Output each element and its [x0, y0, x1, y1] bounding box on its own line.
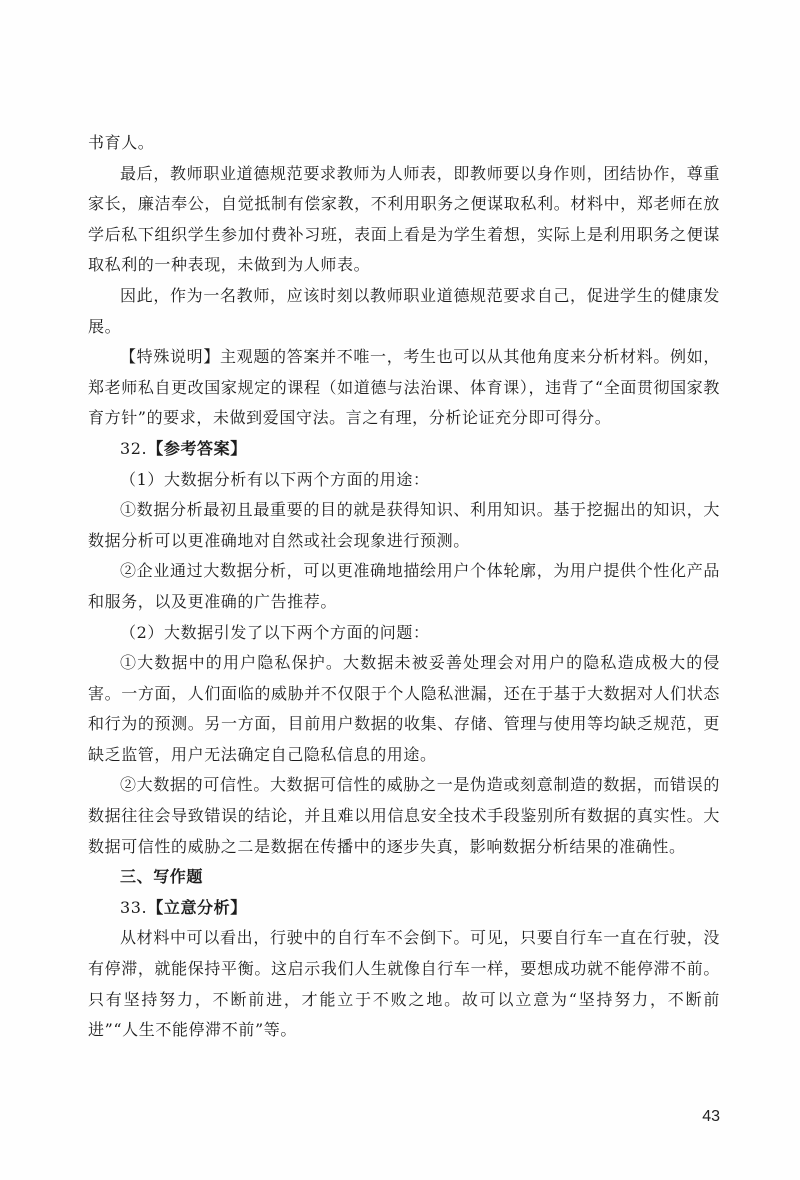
- q33-heading: [88, 893, 720, 924]
- q32-item: ②企业通过大数据分析，可以更准确地描绘用户个体轮廓，为用户提供个性化产品和服务，以及更准确的广告推荐。: [88, 561, 720, 611]
- page-number: 43: [702, 1108, 720, 1125]
- special-note: [88, 342, 720, 434]
- paragraph-continuation: 书育人。: [88, 133, 155, 152]
- q32-item: （2）大数据引发了以下两个方面的问题：: [120, 622, 430, 642]
- body-text: [88, 128, 720, 1046]
- q32-label: 【参考答案】: [147, 438, 247, 458]
- q33-label: 【立意分析】: [147, 897, 247, 917]
- paragraph-teacher-ethics: 最后，教师职业道德规范要求教师为人师表，即教师要以身作则，团结协作，尊重家长，廉洁奉公，自觉抵制有偿家教，不利用职务之便谋取私利。材料中，郑老师在放学后私下组织学生参加付费补习班，表面上看是为学生着想，实际上是利用职务之便谋取私利的一种表现，未做到为人师表。: [88, 163, 720, 275]
- q32-item: ①大数据中的用户隐私保护。大数据未被妥善处理会对用户的隐私造成极大的侵害。一方面，人们面临的威胁并不仅限于个人隐私泄漏，还在于基于大数据对人们状态和行为的预测。另一方面，目前用户数据的收集、存储、管理与使用等均缺乏规范，更缺乏监管，用户无法确定自己隐私信息的用途。: [88, 653, 720, 764]
- q32-item: ②大数据的可信性。大数据可信性的威胁之一是伪造或刻意制造的数据，而错误的数据往往会导致错误的结论，并且难以用信息安全技术手段鉴别所有数据的真实性。大数据可信性的威胁之二是数据在传播中的逐步失真，影响数据分析结果的准确性。: [88, 775, 720, 856]
- q32-number: 32.: [120, 438, 148, 458]
- special-note-text: 主观题的答案并不唯一，考生也可以从其他角度来分析材料。例如，郑老师私自更改国家规定的课程（如道德与法治课、体育课），违背了“全面贯彻国家教育方针”的要求，未做到爱国守法。言之有理，分析论证充分即可得分。: [88, 347, 720, 428]
- paragraph-conclusion: 因此，作为一名教师，应该时刻以教师职业道德规范要求自己，促进学生的健康发展。: [88, 285, 720, 336]
- section-title-writing: 三、写作题: [120, 867, 204, 887]
- q32-heading: [88, 434, 720, 465]
- q32-item: （1）大数据分析有以下两个方面的用途：: [120, 469, 430, 489]
- q33-text: 从材料中可以看出，行驶中的自行车不会倒下。可见，只要自行车一直在行驶，没有停滞，就能保持平衡。这启示我们人生就像自行车一样，要想成功就不能停滞不前。只有坚持努力，不断前进，才能立于不败之地。故可以立意为“坚持努力，不断前进”“人生不能停滞不前”等。: [88, 928, 720, 1040]
- q32-item: ①数据分析最初且最重要的目的就是获得知识、利用知识。基于挖掘出的知识，大数据分析可以更准确地对自然或社会现象进行预测。: [88, 500, 720, 550]
- q33-number: 33.: [120, 897, 148, 917]
- special-note-label: 【特殊说明】: [120, 347, 221, 367]
